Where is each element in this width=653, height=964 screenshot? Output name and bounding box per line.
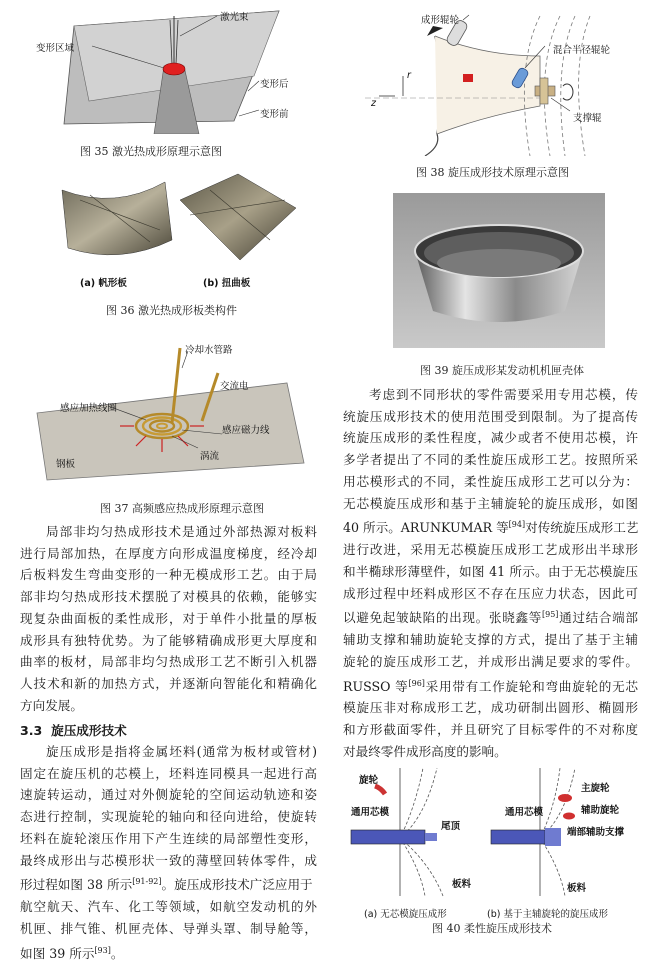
text-line: 和方形截面零件，并且研究了目标零件的不对称度 <box>343 722 638 738</box>
text-line <box>343 673 638 698</box>
label-plate: 钢板 <box>56 459 76 470</box>
text-line: 对最终零件成形高度的影响。 <box>343 743 507 759</box>
citation: [95] <box>541 610 559 620</box>
label-coil: 感应加热线圈 <box>60 403 118 414</box>
label-a-blank: 板料 <box>452 879 472 890</box>
figure-40-sub-b: (b) 基于主辅旋轮的旋压成形 <box>487 909 608 920</box>
text-run: 形过程如图 38 所示 <box>20 877 133 893</box>
section-heading <box>20 720 127 739</box>
figure-36 <box>60 170 300 270</box>
text-line: 统旋压成形技术的使用范围受到限制。为了提高传 <box>343 408 638 424</box>
label-b-main: 主旋轮 <box>581 783 610 794</box>
text-line <box>20 871 317 896</box>
text-line: 固定在旋压机的芯模上，坯料连同模具一起进行高 <box>20 765 317 781</box>
text-run: RUSSO 等 <box>343 678 409 694</box>
text-line: 无芯模旋压成形和基于主辅旋轮的旋压成形，如图 <box>343 495 638 511</box>
text-line: 态进行控制，实现旋轮的轴向和径向进给，使旋转 <box>20 809 317 825</box>
label-b-aux: 辅助旋轮 <box>581 805 620 816</box>
label-mixed-roller: 混合半径辊轮 <box>553 45 611 56</box>
section-title: 旋压成形技术 <box>51 723 127 738</box>
text-run: 40 所示。ARUNKUMAR 等 <box>343 520 509 536</box>
label-support-roller: 支撑辊 <box>573 113 602 124</box>
text-line: 人技术和新的加热方式，并逐渐向智能化和精确化 <box>20 675 317 691</box>
text-run: 采用带有工作旋轮和弯曲旋轮的无芯 <box>424 678 638 694</box>
label-a-tail: 尾顶 <box>441 821 461 832</box>
text-line: 方向发展。 <box>20 697 83 713</box>
section-number: 3.3 <box>20 723 43 738</box>
figure-40-caption: 图 40 柔性旋压成形技术 <box>432 922 552 935</box>
text-run: 以避免起皱缺陷的出现。张晓鑫等 <box>343 610 542 626</box>
text-line: 辅助支撑和辅助旋轮支撑的方式，提出了基于主辅 <box>343 632 638 648</box>
engine-casing-photo <box>393 193 605 348</box>
figure-40-sub-a: (a) 无芯模旋压成形 <box>364 909 447 920</box>
text-line: 最终成形出与芯模形状一致的薄壁回转体零件，成 <box>20 852 317 868</box>
label-eddy: 涡流 <box>200 451 220 462</box>
figure-35-caption: 图 35 激光热成形原理示意图 <box>80 145 222 158</box>
left-paragraph-2 <box>20 741 317 964</box>
figure-36-sub-a: (a) 帆形板 <box>80 278 127 289</box>
text-line: 旋压成形是指将金属坯料(通常为板材或管材) <box>46 744 317 759</box>
label-b-mandrel: 通用芯模 <box>505 807 544 818</box>
figure-39 <box>393 193 605 348</box>
text-line: 速旋转运动，通过对外侧旋轮的空间运动轨迹和姿 <box>20 787 317 803</box>
label-before: 变形前 <box>260 109 289 120</box>
citation: [93] <box>94 945 111 955</box>
label-z-axis: z <box>371 98 376 109</box>
label-ac: 交流电 <box>220 381 249 392</box>
text-line: 旋轮的旋压成形工艺，并成形出满足要求的零件。 <box>343 653 638 669</box>
figure-38-caption: 图 38 旋压成形技术原理示意图 <box>416 166 569 179</box>
spinning-principle-diagram <box>365 6 630 156</box>
label-flux: 感应磁力线 <box>222 425 270 436</box>
text-line <box>343 604 638 629</box>
text-line: 坯料在旋轮滚压作用下产生连续的局部塑性变形， <box>20 830 317 846</box>
citation: [96] <box>408 678 425 688</box>
figure-35 <box>34 6 304 134</box>
figure-39-caption: 图 39 旋压成形某发动机机匣壳体 <box>420 364 584 377</box>
figure-38 <box>365 6 630 156</box>
text-run: 通过结合端部 <box>558 610 638 626</box>
text-line: 成形具有独特优势。为了能够精确成形更大厚度和 <box>20 632 317 648</box>
text-run: 如图 39 所示 <box>20 945 95 961</box>
label-deform-zone: 变形区域 <box>36 43 75 54</box>
text-line: 统旋压成形的柔性程度，减少或者不使用芯模，许 <box>343 430 638 446</box>
label-r-axis: r <box>407 70 411 81</box>
label-forming-roller: 成形辊轮 <box>421 15 460 26</box>
plate-components-photos <box>60 170 300 270</box>
text-line: 用芯模形式的不同，柔性旋压成形工艺可以分为： <box>343 473 638 489</box>
label-a-mandrel: 通用芯模 <box>351 807 390 818</box>
text-run: 。 <box>110 945 124 961</box>
label-laser-beam: 激光束 <box>220 12 249 23</box>
figure-37 <box>22 338 312 486</box>
text-line: 航空航天、汽车、化工等领域，如航空发动机的外 <box>20 899 317 915</box>
text-line: 和半椭球形薄壁件，如图 41 所示。由于无芯模旋压 <box>343 563 638 579</box>
text-line: 多学者提出了不同的柔性旋压成形工艺。按照所采 <box>343 452 638 468</box>
text-line: 成形过程中坯料成形区不存在压应力状态，因此可 <box>343 585 638 601</box>
text-run: 。旋压成形技术广泛应用于 <box>161 877 313 893</box>
text-line: 进行改进，采用无芯模旋压成形工艺成形出半球形 <box>343 542 638 558</box>
text-line <box>343 514 638 539</box>
text-line: 考虑到不同形状的零件需要采用专用芯模，传 <box>369 387 638 402</box>
right-paragraph <box>343 384 638 763</box>
text-line: 机匣、排气锥、机匣壳体、导弹头罩、制导舱等， <box>20 920 317 936</box>
label-cooling-pipe: 冷却水管路 <box>185 345 233 356</box>
citation: [91-92] <box>132 877 162 887</box>
label-a-roller: 旋轮 <box>359 775 379 786</box>
text-line: 后板料发生弯曲变形的一种无模成形工艺。由于局 <box>20 567 317 583</box>
left-paragraph-1 <box>20 521 317 716</box>
citation: [94] <box>508 520 526 530</box>
text-line: 现复杂曲面板的柔性成形，对于单件小批量的厚板 <box>20 610 317 626</box>
label-after: 变形后 <box>260 79 289 90</box>
figure-36-caption: 图 36 激光热成形板类构件 <box>106 304 237 317</box>
text-run: 对传统旋压成形工艺 <box>525 520 639 536</box>
figure-40 <box>345 768 640 908</box>
text-line <box>20 940 317 964</box>
text-line: 局部非均匀热成形技术是通过外部热源对板料 <box>46 524 317 539</box>
text-line: 部非均匀热成形技术摆脱了对模具的依赖，能够实 <box>20 589 317 605</box>
label-b-end: 端部辅助支撑 <box>567 827 625 838</box>
text-line: 模旋压非对称成形工艺，成功研制出圆形、椭圆形 <box>343 700 638 716</box>
figure-36-sub-b: (b) 扭曲板 <box>203 278 251 289</box>
label-b-blank: 板料 <box>567 883 587 894</box>
text-line: 进行局部加热，在厚度方向形成温度梯度，经冷却 <box>20 545 317 561</box>
figure-37-caption: 图 37 高频感应热成形原理示意图 <box>100 502 264 515</box>
text-line: 曲率的板材，局部非均匀热成形工艺不断引入机器 <box>20 654 317 670</box>
